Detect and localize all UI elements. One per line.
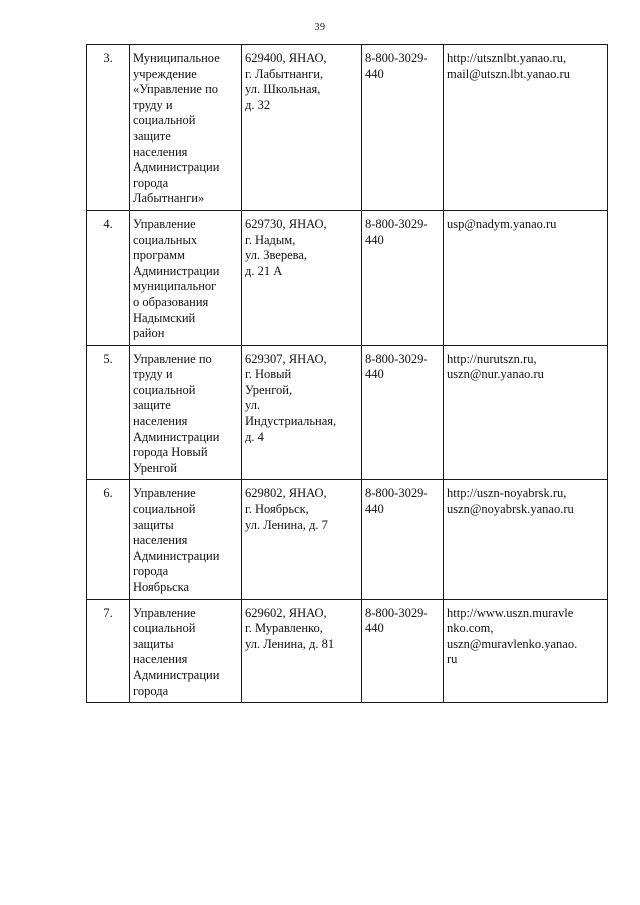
row-number: 4. bbox=[87, 210, 130, 345]
table-row bbox=[87, 345, 608, 480]
agency-address: 629730, ЯНАО, г. Надым, ул. Зверева, д. 21 А bbox=[242, 210, 362, 345]
agency-address: 629602, ЯНАО, г. Муравленко, ул. Ленина, д. 81 bbox=[242, 599, 362, 703]
table-row bbox=[87, 599, 608, 703]
agency-name: Муниципальное учреждение «Управление по труду и социальной защите населения Администрации города Лабытнанги» bbox=[130, 45, 242, 211]
agency-phone: 8-800-3029- 440 bbox=[362, 599, 444, 703]
agency-address: 629400, ЯНАО, г. Лабытнанги, ул. Школьная, д. 32 bbox=[242, 45, 362, 211]
agency-name: Управление социальных программ Администрации муниципальног о образования Надымский район bbox=[130, 210, 242, 345]
agency-contacts: http://nurutszn.ru, uszn@nur.yanao.ru bbox=[444, 345, 608, 480]
row-number: 3. bbox=[87, 45, 130, 211]
agency-contacts: usp@nadym.yanao.ru bbox=[444, 210, 608, 345]
agency-address: 629307, ЯНАО, г. Новый Уренгой, ул. Индустриальная, д. 4 bbox=[242, 345, 362, 480]
agency-contacts: http://www.uszn.muravle nko.com, uszn@muravlenko.yanao. ru bbox=[444, 599, 608, 703]
table-row bbox=[87, 210, 608, 345]
table-row bbox=[87, 45, 608, 211]
agency-contacts: http://uszn-noyabrsk.ru, uszn@noyabrsk.yanao.ru bbox=[444, 480, 608, 599]
row-number: 7. bbox=[87, 599, 130, 703]
agency-name: Управление по труду и социальной защите населения Администрации города Новый Уренгой bbox=[130, 345, 242, 480]
agencies-table bbox=[86, 44, 608, 703]
agency-address: 629802, ЯНАО, г. Ноябрьск, ул. Ленина, д. 7 bbox=[242, 480, 362, 599]
table-row bbox=[87, 480, 608, 599]
agency-name: Управление социальной защиты населения Администрации города bbox=[130, 599, 242, 703]
agency-phone: 8-800-3029- 440 bbox=[362, 45, 444, 211]
agency-contacts: http://utsznlbt.yanao.ru, mail@utszn.lbt.yanao.ru bbox=[444, 45, 608, 211]
agency-phone: 8-800-3029- 440 bbox=[362, 210, 444, 345]
row-number: 5. bbox=[87, 345, 130, 480]
page-number: 39 bbox=[314, 22, 326, 33]
agency-name: Управление социальной защиты населения Администрации города Ноябрьска bbox=[130, 480, 242, 599]
agency-phone: 8-800-3029- 440 bbox=[362, 345, 444, 480]
agency-phone: 8-800-3029- 440 bbox=[362, 480, 444, 599]
row-number: 6. bbox=[87, 480, 130, 599]
